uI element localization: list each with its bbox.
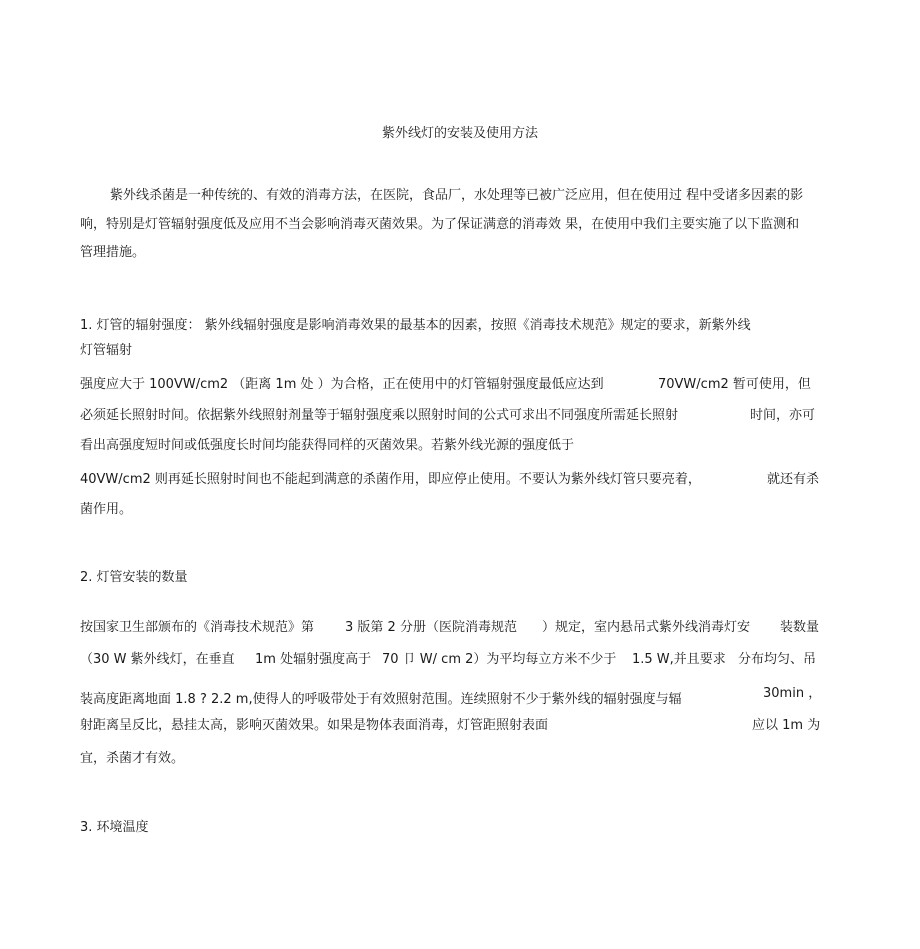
section1-line-6a: 40VW/cm2 则再延长照射时间也不能起到满意的杀菌作用，即应停止使用。不要认为紫外线灯管只要亮着， [80, 472, 701, 487]
section1-line-4a: 必须延长照射时间。依据紫外线照射剂量等于辐射强度乘以照射时间的公式可求出不同强度所需延长照射 [80, 408, 679, 423]
section2-line-3-duration: 30min ， [763, 686, 822, 701]
section2-line-2e: 分布均匀、吊 [738, 652, 817, 667]
section1-line-6b: 就还有杀 [767, 472, 820, 487]
section1-line-7: 菌作用。 [80, 502, 133, 517]
section2-heading: 2. 灯管安装的数量 [80, 570, 188, 585]
section1-heading-line: 1. 灯管的辐射强度： 紫外线辐射强度是影响消毒效果的最基本的因素，按照《消毒技术规范》规定的要求，新紫外线 [80, 318, 751, 333]
section2-line-4a: 射距离呈反比，悬挂太高，影响灭菌效果。如果是物体表面消毒，灯管距照射表面 [80, 718, 549, 733]
intro-line-1: 紫外线杀菌是一种传统的、有效的消毒方法，在医院，食品厂，水处理等已被广泛应用，但在使用过 程中受诸多因素的影 [110, 188, 804, 203]
intro-line-2: 响，特别是灯管辐射强度低及应用不当会影响消毒灭菌效果。为了保证满意的消毒效 果，在使用中我们主要实施了以下监测和 [80, 217, 800, 232]
section1-line-4b: 时间，亦可 [750, 408, 816, 423]
section2-line-1c: ）规定，室内悬吊式紫外线消毒灯安 [542, 620, 751, 635]
section3-heading: 3. 环境温度 [80, 820, 149, 835]
section2-line-1a: 按国家卫生部颁布的《消毒技术规范》第 [80, 620, 315, 635]
section1-line-3a: 强度应大于 100VW/cm2 （距离 1m 处 ）为合格，正在使用中的灯管辐射强度最低应达到 [80, 377, 604, 392]
section2-line-2b: 1m 处辐射强度高于 [255, 652, 372, 667]
intro-line-3: 管理措施。 [80, 245, 146, 260]
section2-line-1d: 装数量 [780, 620, 820, 635]
document-title: 紫外线灯的安装及使用方法 [381, 126, 538, 141]
section1-line-5: 看出高强度短时间或低强度长时间均能获得同样的灭菌效果。若紫外线光源的强度低于 [80, 438, 575, 453]
section2-line-2d: 1.5 W,并且要求 [632, 652, 726, 667]
section2-line-4b: 应以 1m 为 [752, 718, 821, 733]
section2-line-2a: （30 W 紫外线灯，在垂直 [80, 652, 235, 667]
section1-line-3b: 70VW/cm2 暂可使用，但 [658, 377, 811, 392]
section1-line-2: 灯管辐射 [80, 343, 133, 358]
section2-line-1b: 3 版第 2 分册（医院消毒规范 [345, 620, 517, 635]
section2-line-2c: 70 卩 W/ cm 2）为平均每立方米不少于 [382, 652, 617, 667]
section2-line-3a: 装高度距离地面 1.8 ? 2.2 m,使得人的呼吸带处于有效照射范围。连续照射不少于紫外线的辐射强度与辐 [80, 692, 682, 707]
section2-line-5: 宜，杀菌才有效。 [80, 751, 185, 766]
